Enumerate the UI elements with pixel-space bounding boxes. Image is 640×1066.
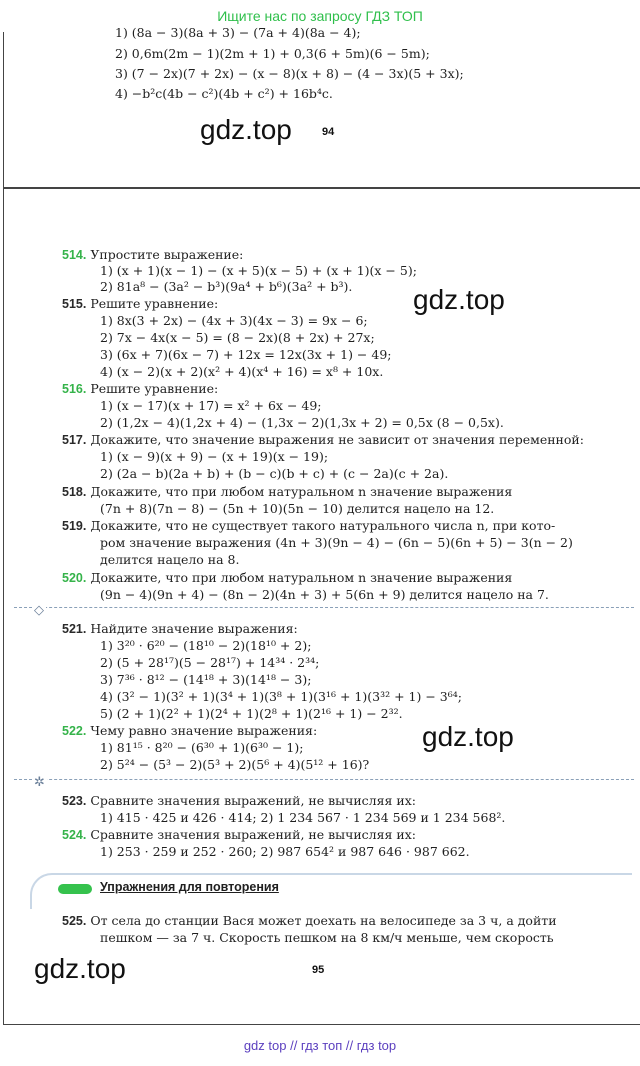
exercise-line: 1) (x − 17)(x + 17) = x² + 6x − 49; xyxy=(100,398,322,413)
exercise-row xyxy=(62,570,512,586)
page-number: 94 xyxy=(322,126,335,138)
section-marker-icon xyxy=(58,884,92,894)
exercise-line: 4) (3² − 1)(3² + 1)(3⁴ + 1)(3⁸ + 1)(3¹⁶ + 1)(3³² + 1) − 3⁶⁴; xyxy=(100,689,462,704)
exercise-line: 5) (2 + 1)(2² + 1)(2⁴ + 1)(2⁸ + 1)(2¹⁶ + 1) − 2³². xyxy=(100,706,403,721)
exercise-row xyxy=(62,247,243,263)
exercise-number: 517. xyxy=(62,433,87,447)
exercise-line: ром значение выражения (4n + 3)(9n − 4) − (6n − 5)(6n + 5) − 3(n − 2) xyxy=(100,535,573,550)
watermark: gdz.top xyxy=(34,953,126,984)
exercise-line: 1) 81¹⁵ · 8²⁰ − (6³⁰ + 1)(6³⁰ − 1); xyxy=(100,740,304,755)
exercise-line: 2) (1,2x − 4)(1,2x + 4) − (1,3x − 2)(1,3x + 2) = 0,5x (8 − 0,5x). xyxy=(100,415,504,430)
page94-line-4: 4) −b²c(4b − c²)(4b + c²) + 16b⁴c. xyxy=(115,86,333,101)
exercise-line: 2) (5 + 28¹⁷)(5 − 28¹⁷) + 14³⁴ · 2³⁴; xyxy=(100,655,320,670)
exercise-text: Докажите, что значение выражения не зависит от значения переменной: xyxy=(90,432,584,447)
exercise-line: 2) 5²⁴ − (5³ − 2)(5³ + 2)(5⁶ + 4)(5¹² + 16)? xyxy=(100,757,370,772)
exercise-row xyxy=(62,723,317,739)
exercise-line: 1) 253 · 259 и 252 · 260; 2) 987 654² и 987 646 · 987 662. xyxy=(100,844,470,859)
watermark: gdz.top xyxy=(422,721,514,752)
exercise-row xyxy=(62,296,218,312)
exercise-line: делится нацело на 8. xyxy=(100,552,240,567)
exercise-line: 2) 7x − 4x(x − 5) = (8 − 2x)(8 + 2x) + 27x; xyxy=(100,330,375,345)
section-separator xyxy=(14,779,634,780)
exercise-text: Чему равно значение выражения: xyxy=(90,723,318,738)
page94-line-2: 2) 0,6m(2m − 1)(2m + 1) + 0,3(6 + 5m)(6 − 5m); xyxy=(115,46,430,61)
repetition-heading: Упражнения для повторения xyxy=(100,880,279,894)
exercise-line: 3) 7³⁶ · 8¹² − (14¹⁸ + 3)(14¹⁸ − 3); xyxy=(100,672,312,687)
exercise-number: 521. xyxy=(62,622,87,636)
exercise-line: пешком — за 7 ч. Скорость пешком на 8 км/ч меньше, чем скорость xyxy=(100,930,554,945)
watermark: gdz.top xyxy=(413,284,505,315)
page94-line-1: 1) (8a − 3)(8a + 3) − (7a + 4)(8a − 4); xyxy=(115,25,361,40)
exercise-text: Докажите, что при любом натуральном n значение выражения xyxy=(90,484,513,499)
exercise-number: 524. xyxy=(62,828,87,842)
exercise-number: 516. xyxy=(62,382,87,396)
exercise-text: Найдите значение выражения: xyxy=(90,621,298,636)
exercise-line: 1) (x − 9)(x + 9) − (x + 19)(x − 19); xyxy=(100,449,329,464)
exercise-line: 4) (x − 2)(x + 2)(x² + 4)(x⁴ + 16) = x⁸ + 10x. xyxy=(100,364,384,379)
exercise-number: 522. xyxy=(62,724,87,738)
exercise-row xyxy=(62,484,512,500)
exercise-row xyxy=(62,518,555,534)
exercise-text: Решите уравнение: xyxy=(90,381,219,396)
exercise-line: (9n − 4)(9n + 4) − (8n − 2)(4n + 3) + 5(6n + 9) делится нацело на 7. xyxy=(100,587,549,602)
exercise-text: Докажите, что не существует такого натурального числа n, при кото- xyxy=(90,518,556,533)
exercise-line: 1) (x + 1)(x − 1) − (x + 5)(x − 5) + (x + 1)(x − 5); xyxy=(100,263,417,278)
exercise-text: Сравните значения выражений, не вычисляя их: xyxy=(90,827,416,842)
exercise-number: 514. xyxy=(62,248,87,262)
exercise-number: 525. xyxy=(62,914,87,928)
exercise-number: 519. xyxy=(62,519,87,533)
exercise-text: Сравните значения выражений, не вычисляя их: xyxy=(90,793,416,808)
exercise-line: 1) 3²⁰ · 6²⁰ − (18¹⁰ − 2)(18¹⁰ + 2); xyxy=(100,638,312,653)
star-icon: ✲ xyxy=(34,775,45,790)
watermark: gdz.top xyxy=(200,114,292,145)
diamond-icon: ◇ xyxy=(34,603,44,618)
exercise-row xyxy=(62,432,584,448)
exercise-line: (7n + 8)(7n − 8) − (5n + 10)(5n − 10) делится нацело на 12. xyxy=(100,501,495,516)
exercise-text: Упростите выражение: xyxy=(90,247,244,262)
page94-line-3: 3) (7 − 2x)(7 + 2x) − (x − 8)(x + 8) − (4 − 3x)(5 + 3x); xyxy=(115,66,464,81)
exercise-text: Докажите, что при любом натуральном n значение выражения xyxy=(90,570,513,585)
exercise-row xyxy=(62,913,557,929)
exercise-line: 3) (6x + 7)(6x − 7) + 12x = 12x(3x + 1) − 49; xyxy=(100,347,392,362)
exercise-line: 2) 81a⁸ − (3a² − b³)(9a⁴ + b⁶)(3a² + b³). xyxy=(100,279,353,294)
top-banner[interactable]: Ищите нас по запросу ГДЗ ТОП xyxy=(217,8,423,24)
exercise-text: От села до станции Вася может доехать на велосипеде за 3 ч, а дойти xyxy=(90,913,557,928)
exercise-line: 1) 8x(3 + 2x) − (4x + 3)(4x − 3) = 9x − 6; xyxy=(100,313,368,328)
exercise-text: Решите уравнение: xyxy=(90,296,219,311)
page-number: 95 xyxy=(312,964,325,976)
exercise-row xyxy=(62,827,416,843)
exercise-number: 518. xyxy=(62,485,87,499)
exercise-row xyxy=(62,621,298,637)
bottom-banner[interactable]: gdz top // гдз топ // гдз top xyxy=(243,1038,397,1053)
exercise-line: 1) 415 · 425 и 426 · 414; 2) 1 234 567 · 1 234 569 и 1 234 568². xyxy=(100,810,506,825)
section-separator xyxy=(14,607,634,608)
exercise-line: 2) (2a − b)(2a + b) + (b − c)(b + c) + (c − 2a)(c + 2a). xyxy=(100,466,449,481)
exercise-row xyxy=(62,793,416,809)
exercise-row xyxy=(62,381,218,397)
exercise-number: 515. xyxy=(62,297,87,311)
exercise-number: 523. xyxy=(62,794,87,808)
exercise-number: 520. xyxy=(62,571,87,585)
